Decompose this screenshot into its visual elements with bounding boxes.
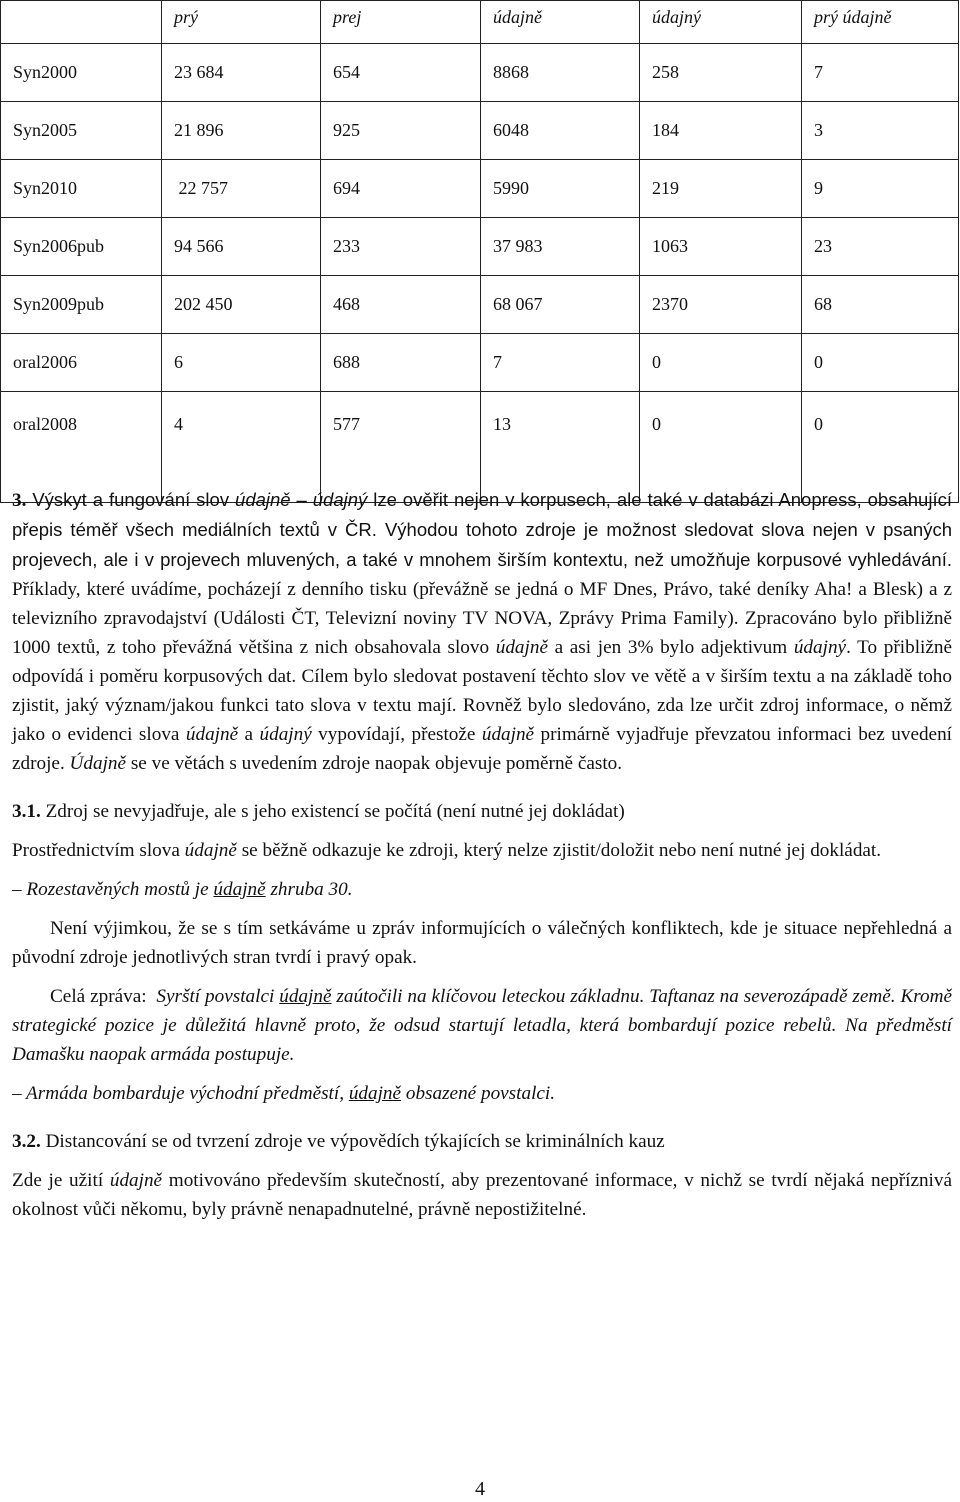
table-cell: 7 xyxy=(802,44,959,102)
section-number: 3.1. xyxy=(12,801,41,822)
section-3-1-heading xyxy=(12,797,952,826)
table-cell: 1063 xyxy=(640,218,802,276)
table-cell: 4 xyxy=(162,392,321,503)
table-cell: 23 xyxy=(802,218,959,276)
example-sentence xyxy=(12,1079,952,1108)
table-cell: 7 xyxy=(481,334,640,392)
table-cell: 258 xyxy=(640,44,802,102)
table-cell: 688 xyxy=(321,334,481,392)
section-3-paragraph xyxy=(12,485,952,778)
paragraph xyxy=(12,836,952,865)
table-cell: 925 xyxy=(321,102,481,160)
text-run: lze ověřit nejen v korpusech, ale také v databázi Anopress, obsahující přepis téměř všech mediálních textů v ČR. xyxy=(12,489,952,540)
text-run: se běžně odkazuje ke zdroji, který nelze zjistit/doložit nebo není nutné jej dokládat. xyxy=(236,840,882,861)
table-cell: 0 xyxy=(640,334,802,392)
table-cell: 8868 xyxy=(481,44,640,102)
text-run: se ve větách s uvedením zdroje naopak objevuje poměrně často. xyxy=(126,753,623,774)
table-cell: 184 xyxy=(640,102,802,160)
text-run: primárně vyjadřuje převzatou informaci bez uvedení zdroje. xyxy=(12,724,952,774)
text-run: zaútočili na klíčovou leteckou základnu. Taftanaz na severozápadě země. Kromě strategické pozice je důležitá hlavně proto, že odsud startují letadla, která bombardují pozice rebelů. Na předměstí Damašku naopak armáda postupuje. xyxy=(12,986,953,1065)
text-run: a xyxy=(238,724,260,745)
table-header-cell: prej xyxy=(321,1,481,44)
table-cell: 6048 xyxy=(481,102,640,160)
table-cell: 577 xyxy=(321,392,481,503)
paragraph xyxy=(12,982,952,1069)
table-cell: 694 xyxy=(321,160,481,218)
body-text xyxy=(12,485,952,1224)
text-run: obsazené povstalci. xyxy=(401,1083,556,1104)
table-cell: 23 684 xyxy=(162,44,321,102)
table-cell: 68 067 xyxy=(481,276,640,334)
table-cell: 5990 xyxy=(481,160,640,218)
keyword: údajně xyxy=(185,724,239,745)
table-cell: Syn2000 xyxy=(1,44,162,102)
table-row xyxy=(1,334,959,392)
section-title: Zdroj se nevyjadřuje, ale s jeho existencí se počítá (není nutné jej dokládat) xyxy=(40,801,625,822)
keyword: údajně xyxy=(279,986,332,1007)
keyword: údajný xyxy=(793,637,847,658)
table-cell: oral2008 xyxy=(1,392,162,503)
keyword: údajně xyxy=(109,1170,163,1191)
text-run: . To přibližně odpovídá i poměru korpusových dat. Cílem bylo sledovat postavení těchto slov ve větě a v širším textu a na základě toho zjistit, jaký význam/jakou funkci tato slova v textu mají. Rovněž bylo sledováno, zda lze určit zdroj informace, o němž jako o evidenci slova xyxy=(12,637,952,745)
text-run: – xyxy=(290,489,313,510)
table-header-cell xyxy=(1,1,162,44)
text-run: Celá zpráva: xyxy=(50,986,157,1007)
text-run: motivováno především skutečností, aby prezentované informace, v nichž se tvrdí nějaká nepříznivá okolnost vůči někomu, byly právně nenapadnutelné, právně nepostižitelné. xyxy=(12,1170,952,1220)
table-header-cell: údajně xyxy=(481,1,640,44)
table-cell: 22 757 xyxy=(162,160,321,218)
table-cell: 654 xyxy=(321,44,481,102)
text-run: Příklady, které uvádíme, pocházejí z denního tisku (převážně se jedná o MF Dnes, Právo, také deníky Aha! a Blesk) a z televizního zpravodajství (Události ČT, Televizní noviny TV NOVA, Zprávy Prima Family). Zpracováno bylo přibližně 1000 textů, z toho převážná většina z nich obsahovala slovo xyxy=(12,579,952,658)
table-cell: Syn2006pub xyxy=(1,218,162,276)
text-run: a asi jen 3% bylo adjektivum xyxy=(547,637,794,658)
keyword: údajný xyxy=(312,489,368,510)
table-cell: oral2006 xyxy=(1,334,162,392)
table-cell: 13 xyxy=(481,392,640,503)
table-cell: 21 896 xyxy=(162,102,321,160)
table-header-cell: prý údajně xyxy=(802,1,959,44)
keyword: údajně xyxy=(481,724,535,745)
table-cell: 3 xyxy=(802,102,959,160)
keyword: údajně xyxy=(348,1083,402,1104)
section-number: 3. xyxy=(12,490,27,511)
frequency-table xyxy=(0,0,959,503)
table-row xyxy=(1,218,959,276)
table-cell: 94 566 xyxy=(162,218,321,276)
table-cell: 468 xyxy=(321,276,481,334)
section-title: Distancování se od tvrzení zdroje ve výpovědích týkajících se kriminálních kauz xyxy=(40,1131,665,1152)
paragraph xyxy=(12,1166,952,1224)
table-cell: 37 983 xyxy=(481,218,640,276)
keyword: údajně xyxy=(184,840,237,861)
keyword: údajně xyxy=(495,637,548,658)
table-header-cell: údajný xyxy=(640,1,802,44)
table-cell: 2370 xyxy=(640,276,802,334)
text-run: vypovídají, přestože xyxy=(311,724,482,745)
table-cell: 9 xyxy=(802,160,959,218)
keyword: Údajně xyxy=(69,753,127,774)
text-run: – Rozestavěných mostů je xyxy=(12,879,214,900)
section-3-2-heading xyxy=(12,1127,952,1156)
text-run: Syrští povstalci xyxy=(156,986,280,1007)
paragraph: Není výjimkou, že se s tím setkáváme u zpráv informujících o válečných konfliktech, kde je situace nepřehledná a původní zdroje jednotlivých stran tvrdí i pravý opak. xyxy=(12,918,952,968)
table-cell: Syn2005 xyxy=(1,102,162,160)
table-cell: 68 xyxy=(802,276,959,334)
table-cell: Syn2010 xyxy=(1,160,162,218)
page-number: 4 xyxy=(475,1478,485,1500)
table-cell: 0 xyxy=(802,392,959,503)
text-run: Výhodou tohoto zdroje je možnost sledovat slova nejen v psaných projevech, ale i v projevech mluvených, a také v mnohem širším kontextu, než umožňuje korpusové vyhledávání. xyxy=(12,519,952,570)
table-row xyxy=(1,276,959,334)
table-row xyxy=(1,44,959,102)
table-cell: 202 450 xyxy=(162,276,321,334)
table-cell: 6 xyxy=(162,334,321,392)
text-run: Prostřednictvím slova xyxy=(12,840,185,861)
table-cell: Syn2009pub xyxy=(1,276,162,334)
table-header-cell: prý xyxy=(162,1,321,44)
table-cell: 233 xyxy=(321,218,481,276)
table-row xyxy=(1,102,959,160)
text-run: Zde je užití xyxy=(12,1170,110,1191)
table-cell: 0 xyxy=(802,334,959,392)
text-run: Výskyt a fungování slov xyxy=(26,489,236,510)
text-run: zhruba 30. xyxy=(265,879,353,900)
section-number: 3.2. xyxy=(12,1131,41,1152)
keyword: údajně xyxy=(235,489,291,510)
table-row xyxy=(1,160,959,218)
keyword: údajně xyxy=(213,879,266,900)
table-cell: 219 xyxy=(640,160,802,218)
table-header-row xyxy=(1,1,959,44)
example-sentence xyxy=(12,875,952,904)
table-cell: 0 xyxy=(640,392,802,503)
text-run: – Armáda bombarduje východní předměstí, xyxy=(12,1083,349,1104)
keyword: údajný xyxy=(259,724,312,745)
